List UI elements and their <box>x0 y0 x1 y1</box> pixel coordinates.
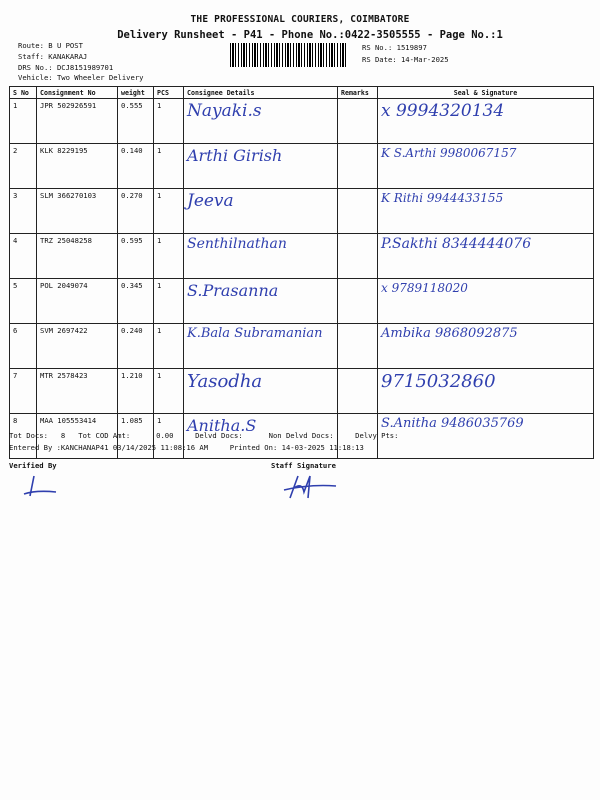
table-header-row <box>10 87 594 99</box>
row-consignee <box>184 324 338 369</box>
row-pcs: 1 <box>154 279 184 324</box>
vehicle-label: Vehicle: Two Wheeler Delivery <box>18 73 144 82</box>
row-remarks <box>338 324 378 369</box>
table-row <box>10 189 594 234</box>
row-sno: 5 <box>10 279 37 324</box>
staff-signature-label: Staff Signature <box>271 461 336 470</box>
staff-label: Staff: KANAKARAJ <box>18 52 88 61</box>
row-pcs: 1 <box>154 99 184 144</box>
staff-signature-mark <box>280 472 340 502</box>
row-sno: 8 <box>10 414 37 459</box>
row-remarks <box>338 99 378 144</box>
row-pcs: 1 <box>154 234 184 279</box>
row-sno: 3 <box>10 189 37 234</box>
row-weight: 0.555 <box>118 99 154 144</box>
table-row <box>10 144 594 189</box>
signature-handwriting: P.Sakthi 8344444076 <box>381 236 532 252</box>
row-weight: 0.240 <box>118 324 154 369</box>
signature-handwriting: Ambika 9868092875 <box>381 326 518 341</box>
row-weight: 0.345 <box>118 279 154 324</box>
row-weight: 0.270 <box>118 189 154 234</box>
row-consignee <box>184 99 338 144</box>
row-remarks <box>338 189 378 234</box>
rs-number: RS No.: 1519897 <box>362 43 427 52</box>
row-consignee <box>184 279 338 324</box>
row-consignment: SLM 366270103 <box>37 189 118 234</box>
row-weight: 1.210 <box>118 369 154 414</box>
row-weight: 1.085 <box>118 414 154 459</box>
row-signature <box>378 99 594 144</box>
consignee-handwriting: K.Bala Subramanian <box>187 326 323 341</box>
col-consignment: Consignment No <box>37 87 118 99</box>
row-signature <box>378 144 594 189</box>
document-subtitle: Delivery Runsheet - P41 - Phone No.:0422-3505555 - Page No.:1 <box>117 29 503 41</box>
row-consignee <box>184 369 338 414</box>
verified-by-label: Verified By <box>9 461 57 470</box>
row-consignee <box>184 234 338 279</box>
col-signature: Seal & Signature <box>378 87 594 99</box>
drs-number: DRS No.: DCJ8151989701 <box>18 63 114 72</box>
row-consignment: KLK 8229195 <box>37 144 118 189</box>
row-consignment: JPR 502926591 <box>37 99 118 144</box>
signature-handwriting: S.Anitha 9486035769 <box>381 416 524 431</box>
row-remarks <box>338 279 378 324</box>
row-consignment: MAA 105553414 <box>37 414 118 459</box>
row-pcs: 1 <box>154 144 184 189</box>
runsheet-table <box>9 86 594 459</box>
row-signature <box>378 279 594 324</box>
table-row <box>10 99 594 144</box>
row-signature <box>378 369 594 414</box>
col-weight: weight <box>118 87 154 99</box>
row-sno: 7 <box>10 369 37 414</box>
col-remarks: Remarks <box>338 87 378 99</box>
rs-date: RS Date: 14-Mar-2025 <box>362 55 449 64</box>
signature-handwriting: K Rithi 9944433155 <box>381 191 504 205</box>
consignee-handwriting: Senthilnathan <box>187 236 287 252</box>
signature-handwriting: x 9789118020 <box>381 281 468 295</box>
row-weight: 0.140 <box>118 144 154 189</box>
row-sno: 1 <box>10 99 37 144</box>
consignee-handwriting: Jeeva <box>187 191 234 211</box>
row-weight: 0.595 <box>118 234 154 279</box>
row-remarks <box>338 234 378 279</box>
row-sno: 6 <box>10 324 37 369</box>
signature-handwriting: K S.Arthi 9980067157 <box>381 146 517 160</box>
verifier-signature-mark <box>22 474 62 502</box>
table-row <box>10 234 594 279</box>
table-row <box>10 279 594 324</box>
row-sno: 4 <box>10 234 37 279</box>
row-sno: 2 <box>10 144 37 189</box>
row-consignment: SVM 2697422 <box>37 324 118 369</box>
consignee-handwriting: Nayaki.s <box>187 101 262 121</box>
row-signature <box>378 234 594 279</box>
signature-handwriting: 9715032860 <box>381 371 496 392</box>
entered-by-line: Entered By :KANCHANAP41 03/14/2025 11:08:16 AM Printed On: 14-03-2025 11:18:13 <box>9 443 364 452</box>
consignee-handwriting: Anitha.S <box>187 416 257 435</box>
barcode-image <box>230 42 348 67</box>
consignee-handwriting: Yasodha <box>187 371 263 392</box>
row-remarks <box>338 369 378 414</box>
row-signature <box>378 414 594 459</box>
col-consignee: Consignee Details <box>184 87 338 99</box>
totals-line: Tot Docs: 8 Tot COD Amt: 0.00 Delvd Docs: Non Delvd Docs: Delvy Pts: <box>9 431 399 440</box>
col-sno: S No <box>10 87 37 99</box>
table-row <box>10 369 594 414</box>
document-title: THE PROFESSIONAL COURIERS, COIMBATORE <box>190 14 410 25</box>
row-consignee <box>184 189 338 234</box>
table-row <box>10 324 594 369</box>
row-signature <box>378 189 594 234</box>
row-pcs: 1 <box>154 369 184 414</box>
row-consignment: TRZ 25048258 <box>37 234 118 279</box>
signature-handwriting: x 9994320134 <box>381 101 505 121</box>
col-pcs: PCS <box>154 87 184 99</box>
row-signature <box>378 324 594 369</box>
row-consignment: POL 2049074 <box>37 279 118 324</box>
row-consignment: MTR 2578423 <box>37 369 118 414</box>
consignee-handwriting: S.Prasanna <box>187 281 279 300</box>
route-label: Route: B U POST <box>18 41 83 50</box>
row-pcs: 1 <box>154 324 184 369</box>
row-pcs: 1 <box>154 189 184 234</box>
row-consignee <box>184 144 338 189</box>
consignee-handwriting: Arthi Girish <box>187 146 283 165</box>
row-pcs: 1 <box>154 414 184 459</box>
row-remarks <box>338 144 378 189</box>
